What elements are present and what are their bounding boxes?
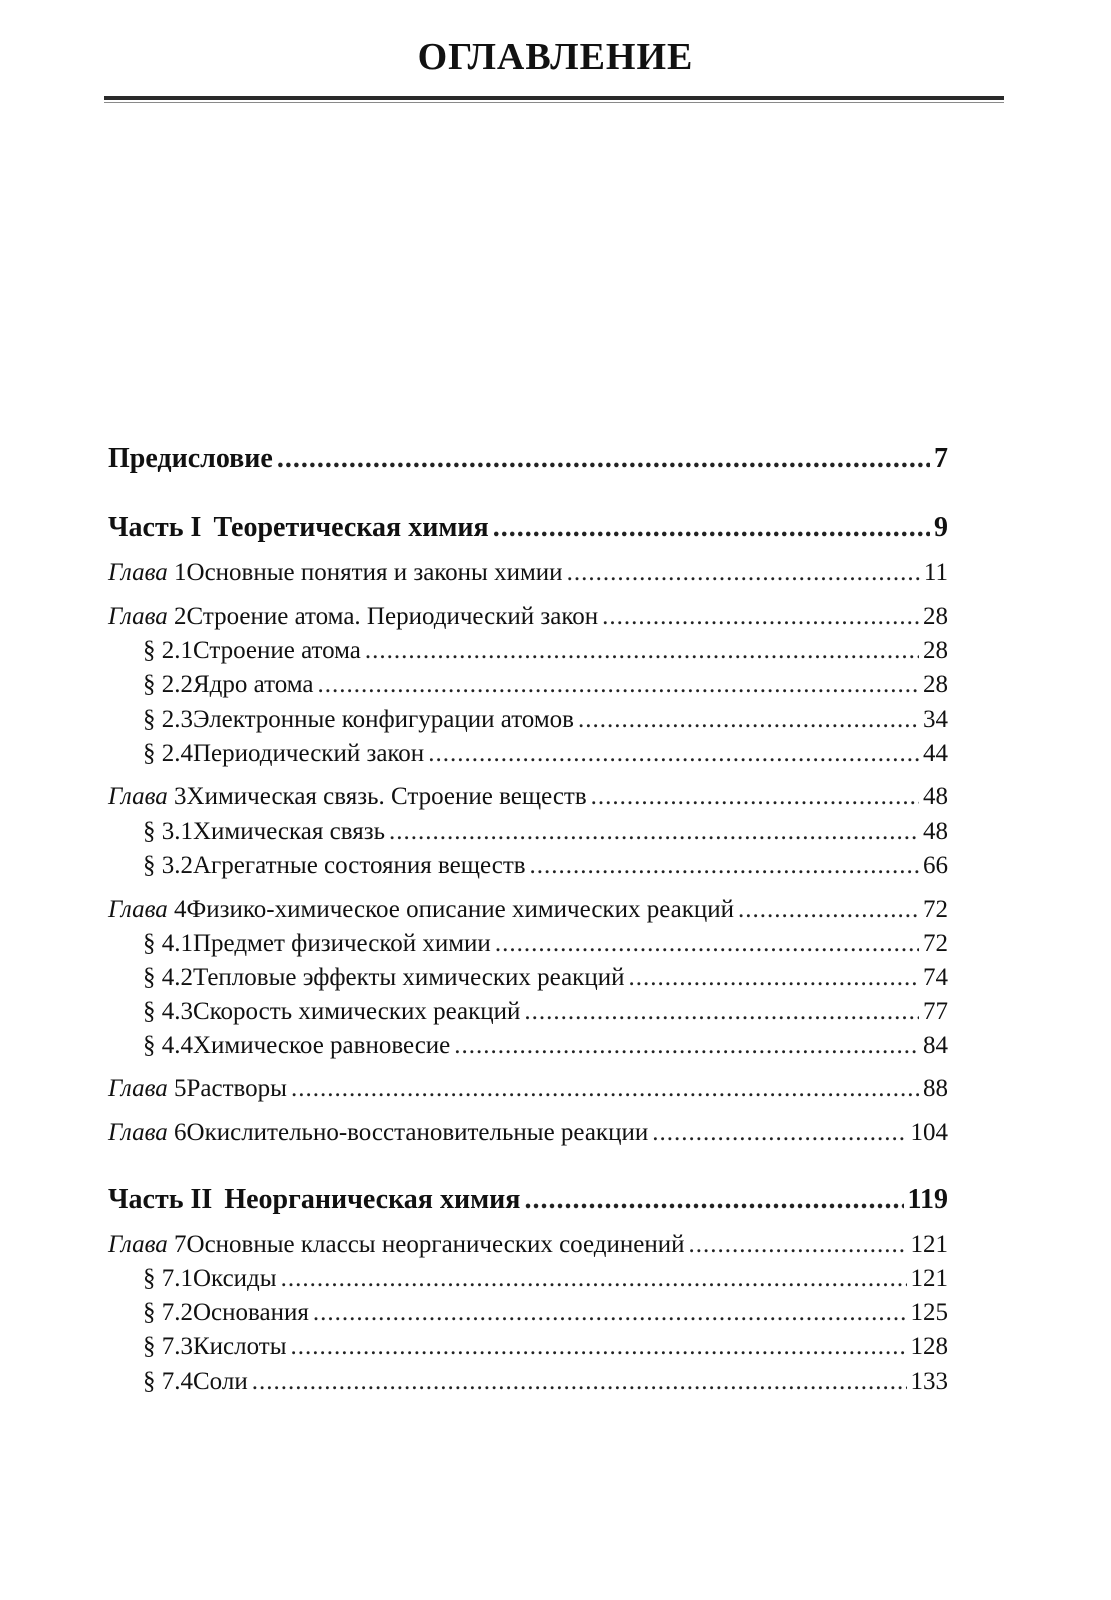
toc-section[interactable]: [108, 1365, 948, 1399]
leader-dots: [317, 668, 919, 702]
toc-chapter[interactable]: [108, 893, 948, 927]
toc-entry-title: Электронные конфигурации атомов: [193, 706, 574, 733]
page-title: ОГЛАВЛЕНИЕ: [417, 36, 694, 78]
toc-chapter[interactable]: [108, 1228, 948, 1262]
leader-dots: [591, 780, 919, 814]
leader-dots: [281, 1262, 907, 1296]
glava-label: Глава: [108, 896, 168, 923]
toc-section[interactable]: [108, 1262, 948, 1296]
toc-page-number: 121: [910, 1231, 948, 1258]
toc-page-number: 7: [934, 443, 948, 474]
toc-entry-title: Периодический закон: [193, 740, 425, 767]
toc-section[interactable]: [108, 961, 948, 995]
glava-label: Глава: [108, 559, 168, 586]
toc-entry-title: Кислоты: [193, 1333, 287, 1360]
toc-section-number: § 3.1: [143, 818, 193, 845]
leader-dots: [495, 927, 919, 961]
toc-entry-title: Окислительно-восстановительные реакции: [186, 1119, 649, 1146]
toc-page-number: 48: [923, 783, 948, 810]
toc-entry-title: Основные классы неорганических соединений: [186, 1231, 685, 1258]
leader-dots: [493, 509, 930, 547]
toc-section[interactable]: [108, 815, 948, 849]
toc-section[interactable]: [108, 737, 948, 771]
toc-entry-title: Химическая связь. Строение веществ: [186, 783, 587, 810]
toc-part[interactable]: [108, 1181, 948, 1219]
toc-chapter[interactable]: [108, 1116, 948, 1150]
leader-dots: [389, 815, 919, 849]
toc-page-number: 125: [910, 1299, 948, 1326]
leader-dots: [277, 440, 930, 478]
toc-chapter-number: [108, 556, 187, 590]
toc-entry-title: Тепловые эффекты химических реакций: [193, 964, 625, 991]
chapter-num: 2: [174, 603, 187, 630]
toc-entry-title: Химическое равновесие: [193, 1032, 451, 1059]
toc-section[interactable]: [108, 849, 948, 883]
toc-part-label: Часть I: [108, 512, 202, 543]
glava-label: Глава: [108, 1075, 168, 1102]
chapter-num: 6: [174, 1119, 187, 1146]
leader-dots: [530, 849, 919, 883]
toc-page-number: 66: [923, 852, 948, 879]
toc-entry-title: Предисловие: [108, 443, 273, 474]
toc-entry-title: Соли: [193, 1368, 248, 1395]
toc-page-number: 121: [910, 1265, 948, 1292]
toc-chapter-number: [108, 1072, 187, 1106]
toc-entry-title: Агрегатные состояния веществ: [193, 852, 526, 879]
chapter-num: 7: [174, 1231, 187, 1258]
toc-page-number: 48: [923, 818, 948, 845]
toc-page-number: 9: [934, 512, 948, 543]
toc-entry-title: Оксиды: [193, 1265, 277, 1292]
toc-page-number: 77: [923, 998, 948, 1025]
toc-section[interactable]: [108, 1330, 948, 1364]
toc-section[interactable]: [108, 1029, 948, 1063]
toc-section-number: § 2.3: [143, 706, 193, 733]
leader-dots: [252, 1365, 907, 1399]
toc-chapter-number: [108, 893, 187, 927]
toc-entry-title: Основные понятия и законы химии: [186, 559, 563, 586]
toc-chapter-number: [108, 600, 187, 634]
toc-preface[interactable]: [108, 440, 948, 478]
chapter-num: 1: [174, 559, 187, 586]
toc-chapter[interactable]: [108, 1072, 948, 1106]
toc-entry-title: Химическая связь: [193, 818, 385, 845]
glava-label: Глава: [108, 1119, 168, 1146]
toc-page-number: 84: [923, 1032, 948, 1059]
toc-page-number: 28: [923, 603, 948, 630]
glava-label: Глава: [108, 783, 168, 810]
toc-entry-title: Теоретическая химия: [213, 512, 489, 543]
glava-label: Глава: [108, 1231, 168, 1258]
leader-dots: [365, 634, 919, 668]
toc-chapter-number: [108, 1116, 187, 1150]
toc-page-number: 28: [923, 671, 948, 698]
toc-page-number: 74: [923, 964, 948, 991]
leader-dots: [628, 961, 919, 995]
toc-section[interactable]: [108, 927, 948, 961]
toc-page-number: 28: [923, 637, 948, 664]
toc-entry-title: Неорганическая химия: [224, 1184, 521, 1215]
toc-entry-title: Растворы: [186, 1075, 287, 1102]
toc-entry-title: Основания: [193, 1299, 309, 1326]
toc-page-number: 88: [923, 1075, 948, 1102]
toc-section-number: § 7.3: [143, 1333, 193, 1360]
leader-dots: [291, 1330, 907, 1364]
toc-part[interactable]: [108, 509, 948, 547]
toc-entry-title: Строение атома. Периодический закон: [186, 603, 599, 630]
toc-chapter-number: [108, 780, 187, 814]
toc-section-number: § 3.2: [143, 852, 193, 879]
leader-dots: [602, 600, 919, 634]
toc-section-number: § 7.4: [143, 1368, 193, 1395]
toc-entry-title: Физико-химическое описание химических реакций: [186, 896, 734, 923]
toc-section-number: § 4.1: [143, 930, 193, 957]
leader-dots: [524, 995, 919, 1029]
toc-entry-title: Скорость химических реакций: [193, 998, 521, 1025]
toc-chapter[interactable]: [108, 780, 948, 814]
leader-dots: [567, 556, 920, 590]
toc-section[interactable]: [108, 668, 948, 702]
toc-page-number: 44: [923, 740, 948, 767]
toc-page-number: 72: [923, 930, 948, 957]
leader-dots: [578, 703, 919, 737]
toc-page-number: 104: [910, 1119, 948, 1146]
toc-entry-title: Ядро атома: [193, 671, 314, 698]
leader-dots: [652, 1116, 906, 1150]
toc-chapter[interactable]: [108, 556, 948, 590]
leader-dots: [738, 893, 919, 927]
chapter-num: 3: [174, 783, 187, 810]
toc-section-number: § 7.2: [143, 1299, 193, 1326]
toc-page-number: 128: [910, 1333, 948, 1360]
leader-dots: [524, 1181, 903, 1219]
title-rule: [104, 96, 1004, 100]
toc-section[interactable]: [108, 995, 948, 1029]
toc-page-number: 119: [907, 1184, 948, 1215]
toc-section-number: § 4.3: [143, 998, 193, 1025]
toc-part-label: Часть II: [108, 1184, 213, 1215]
title-rule-thin: [104, 102, 1004, 103]
toc-section-number: § 2.4: [143, 740, 193, 767]
toc-chapter-number: [108, 1228, 187, 1262]
toc-entry-title: Предмет физической химии: [193, 930, 491, 957]
chapter-num: 5: [174, 1075, 187, 1102]
leader-dots: [291, 1072, 919, 1106]
leader-dots: [688, 1228, 906, 1262]
toc-entry-title: Строение атома: [193, 637, 361, 664]
leader-dots: [313, 1296, 907, 1330]
toc-page-number: 34: [923, 706, 948, 733]
toc-page-number: 72: [923, 896, 948, 923]
toc-page-number: 133: [910, 1368, 948, 1395]
toc-section-number: § 2.2: [143, 671, 193, 698]
toc-section-number: § 4.2: [143, 964, 193, 991]
toc-section-number: § 2.1: [143, 637, 193, 664]
toc-section[interactable]: [108, 1296, 948, 1330]
glava-label: Глава: [108, 603, 168, 630]
chapter-num: 4: [174, 896, 187, 923]
toc-section[interactable]: [108, 634, 948, 668]
toc-section[interactable]: [108, 703, 948, 737]
toc-chapter[interactable]: [108, 600, 948, 634]
toc-page-number: 11: [923, 559, 948, 586]
leader-dots: [454, 1029, 919, 1063]
toc-section-number: § 4.4: [143, 1032, 193, 1059]
leader-dots: [428, 737, 919, 771]
toc-section-number: § 7.1: [143, 1265, 193, 1292]
